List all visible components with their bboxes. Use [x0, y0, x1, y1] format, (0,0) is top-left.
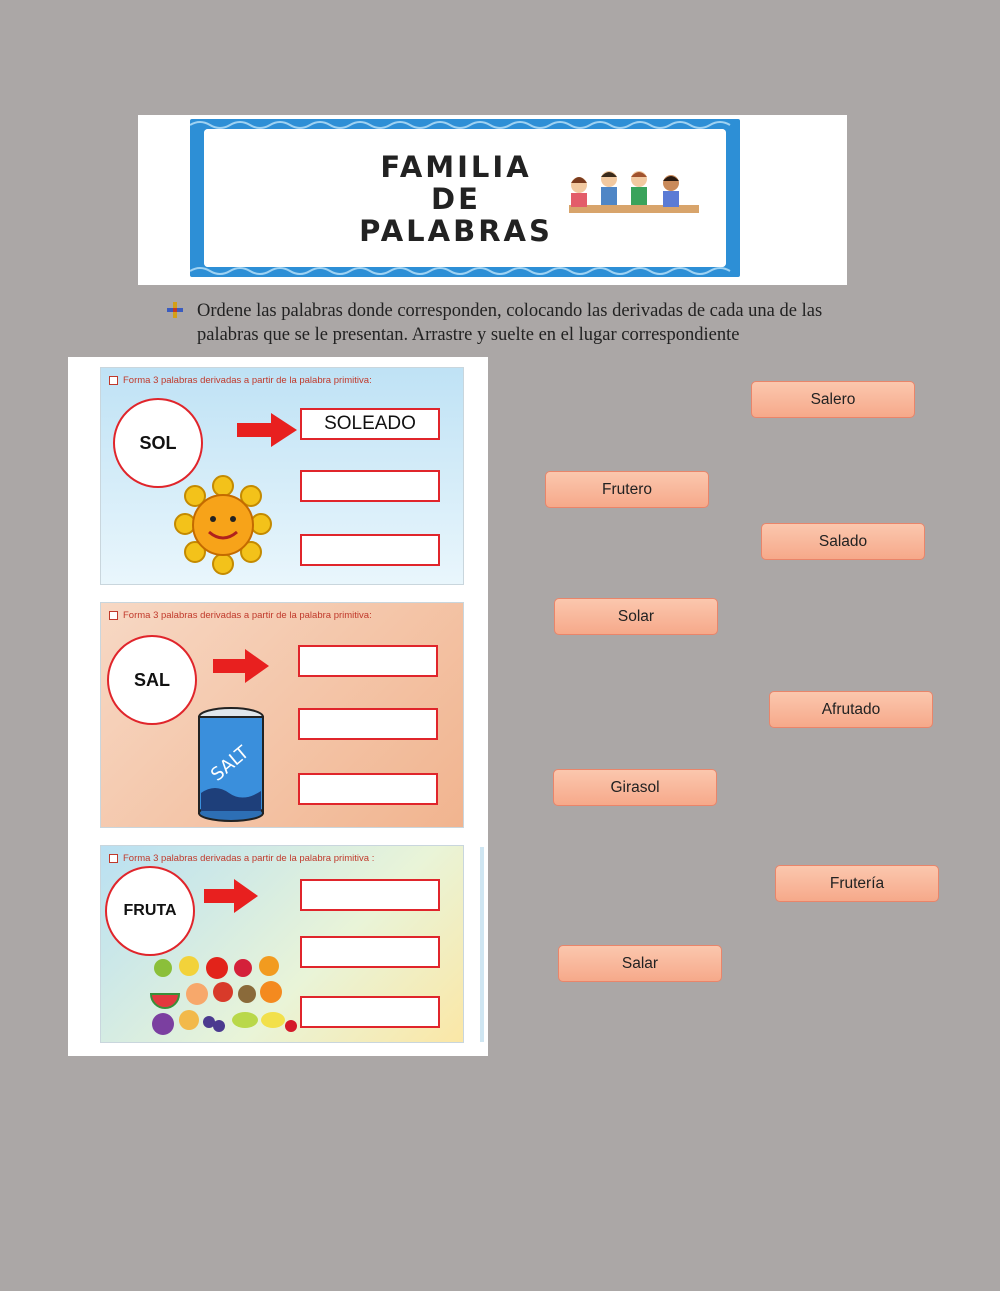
- primitive-word-circle: SAL: [107, 635, 197, 725]
- tile-frutero[interactable]: Frutero: [545, 471, 709, 508]
- panel-fruta: [100, 845, 464, 1043]
- red-arrow-icon: [213, 649, 269, 683]
- tile-salero[interactable]: Salero: [751, 381, 915, 418]
- drop-zone-fruta-1[interactable]: [300, 879, 440, 911]
- panel-heading: Forma 3 palabras derivadas a partir de la palabra primitiva :: [109, 853, 374, 864]
- primitive-word-circle: FRUTA: [105, 866, 195, 956]
- drop-zone-fruta-3[interactable]: [300, 996, 440, 1028]
- checkbox-icon: [109, 854, 118, 863]
- drop-zone-sal-3[interactable]: [298, 773, 438, 805]
- drop-zone-sal-1[interactable]: [298, 645, 438, 677]
- banner-title: FAMILIA DE PALABRAS: [359, 150, 553, 248]
- next-panel-edge: [480, 847, 484, 1042]
- tile-salado[interactable]: Salado: [761, 523, 925, 560]
- tile-afrutado[interactable]: Afrutado: [769, 691, 933, 728]
- bullet-icon: [167, 302, 183, 318]
- banner-inner: [204, 129, 726, 267]
- drop-zone-sol-2[interactable]: [300, 470, 440, 502]
- panel-sol: [100, 367, 464, 585]
- panel-heading: Forma 3 palabras derivadas a partir de la palabra primitiva:: [109, 610, 372, 621]
- drop-zone-sol-3[interactable]: [300, 534, 440, 566]
- banner-frame: [190, 119, 740, 277]
- checkbox-icon: [109, 376, 118, 385]
- drop-zone-fruta-2[interactable]: [300, 936, 440, 968]
- sun-icon: [173, 474, 273, 576]
- drop-zone-sol-1[interactable]: SOLEADO: [300, 408, 440, 440]
- red-arrow-icon: [204, 879, 258, 913]
- red-arrow-icon: [237, 413, 297, 447]
- tile-solar[interactable]: Solar: [554, 598, 718, 635]
- fruits-icon: [149, 954, 299, 1040]
- panel-heading: Forma 3 palabras derivadas a partir de la palabra primitiva:: [109, 375, 372, 386]
- instruction-text: Ordene las palabras donde corresponden, colocando las derivadas de cada una de las palabras que se le presentan. Arrastre y suelte en el lugar correspondiente: [197, 301, 823, 345]
- checkbox-icon: [109, 611, 118, 620]
- tile-girasol[interactable]: Girasol: [553, 769, 717, 806]
- tile-fruteria[interactable]: Frutería: [775, 865, 939, 902]
- title-banner: [138, 115, 847, 285]
- salt-label: SALT: [206, 742, 254, 786]
- salt-shaker-icon: [195, 707, 267, 823]
- worksheet-image: [68, 357, 488, 1056]
- tile-salar[interactable]: Salar: [558, 945, 722, 982]
- panel-sal: [100, 602, 464, 828]
- children-reading-illustration: [559, 165, 709, 225]
- drop-zone-sal-2[interactable]: [298, 708, 438, 740]
- primitive-word-circle: SOL: [113, 398, 203, 488]
